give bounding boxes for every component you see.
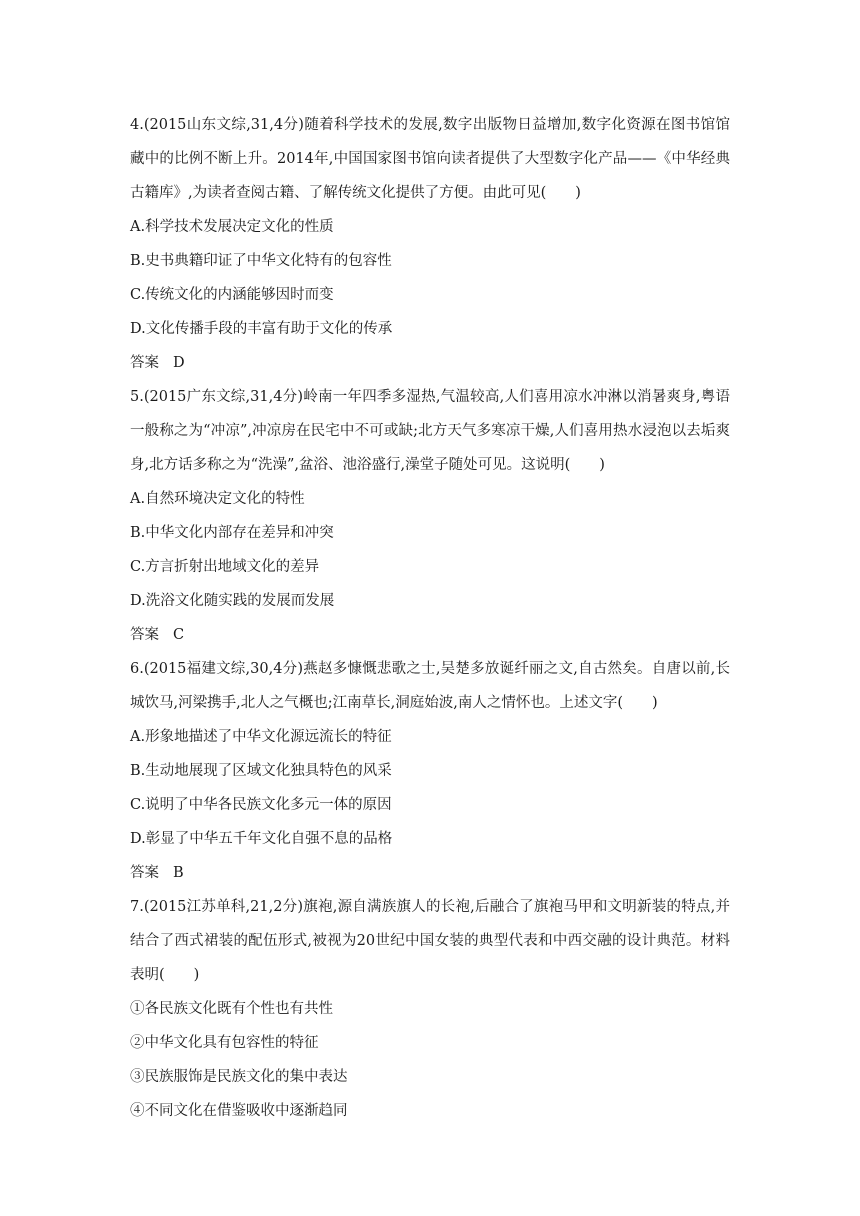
option-a: A.科学技术发展决定文化的性质 [130, 219, 334, 235]
question-stem: 7.(2015江苏单科,21,2分)旗袍,源自满族旗人的长袍,后融合了旗袍马甲和文明新装的特点,并结合了西式裙装的配伍形式,被视为20世纪中国女装的典型代表和中西交融的设计典范。材料表明( ) [130, 899, 730, 983]
answer-line [130, 618, 730, 652]
question-stem: 6.(2015福建文综,30,4分)燕赵多慷慨悲歌之士,吴楚多放诞纤丽之文,自古然矣。自唐以前,长城饮马,河梁携手,北人之气概也;江南草长,洞庭始波,南人之情怀也。上述文字( ) [130, 661, 730, 711]
answer-label: 答案 [130, 865, 159, 881]
statement-3: ③民族服饰是民族文化的集中表达 [130, 1069, 348, 1085]
option-b: B.中华文化内部存在差异和冲突 [130, 525, 334, 541]
option-c: C.方言折射出地域文化的差异 [130, 559, 320, 575]
option-c: C.说明了中华各民族文化多元一体的原因 [130, 797, 392, 813]
answer-label: 答案 [130, 355, 159, 371]
option-d: D.文化传播手段的丰富有助于文化的传承 [130, 321, 393, 337]
option-a: A.自然环境决定文化的特性 [130, 491, 305, 507]
option-c: C.传统文化的内涵能够因时而变 [130, 287, 334, 303]
question-stem: 5.(2015广东文综,31,4分)岭南一年四季多湿热,气温较高,人们喜用凉水冲淋以消暑爽身,粤语一般称之为“冲凉”,冲凉房在民宅中不可或缺;北方天气多寒凉干燥,人们喜用热水浸泡以去垢爽身,北方话多称之为“洗澡”,盆浴、池浴盛行,澡堂子随处可见。这说明( ) [130, 389, 730, 473]
option-b: B.史书典籍印证了中华文化特有的包容性 [130, 253, 392, 269]
statement-4: ④不同文化在借鉴吸收中逐渐趋同 [130, 1103, 348, 1119]
answer-value: C [173, 627, 185, 643]
question-6 [130, 652, 730, 890]
answer-label: 答案 [130, 627, 159, 643]
option-d: D.彰显了中华五千年文化自强不息的品格 [130, 831, 393, 847]
answer-line [130, 856, 730, 890]
option-d: D.洗浴文化随实践的发展而发展 [130, 593, 335, 609]
question-stem: 4.(2015山东文综,31,4分)随着科学技术的发展,数字出版物日益增加,数字化资源在图书馆馆藏中的比例不断上升。2014年,中国国家图书馆向读者提供了大型数字化产品——《中华经典古籍库》,为读者查阅古籍、了解传统文化提供了方便。由此可见( ) [130, 117, 730, 201]
option-b: B.生动地展现了区域文化独具特色的风采 [130, 763, 392, 779]
answer-line [130, 346, 730, 380]
answer-value: B [173, 865, 184, 881]
answer-value: D [173, 355, 185, 371]
statement-2: ②中华文化具有包容性的特征 [130, 1035, 319, 1051]
question-4 [130, 108, 730, 380]
document-page [130, 108, 730, 1128]
question-5 [130, 380, 730, 652]
statement-1: ①各民族文化既有个性也有共性 [130, 1001, 333, 1017]
question-7 [130, 890, 730, 1128]
option-a: A.形象地描述了中华文化源远流长的特征 [130, 729, 392, 745]
